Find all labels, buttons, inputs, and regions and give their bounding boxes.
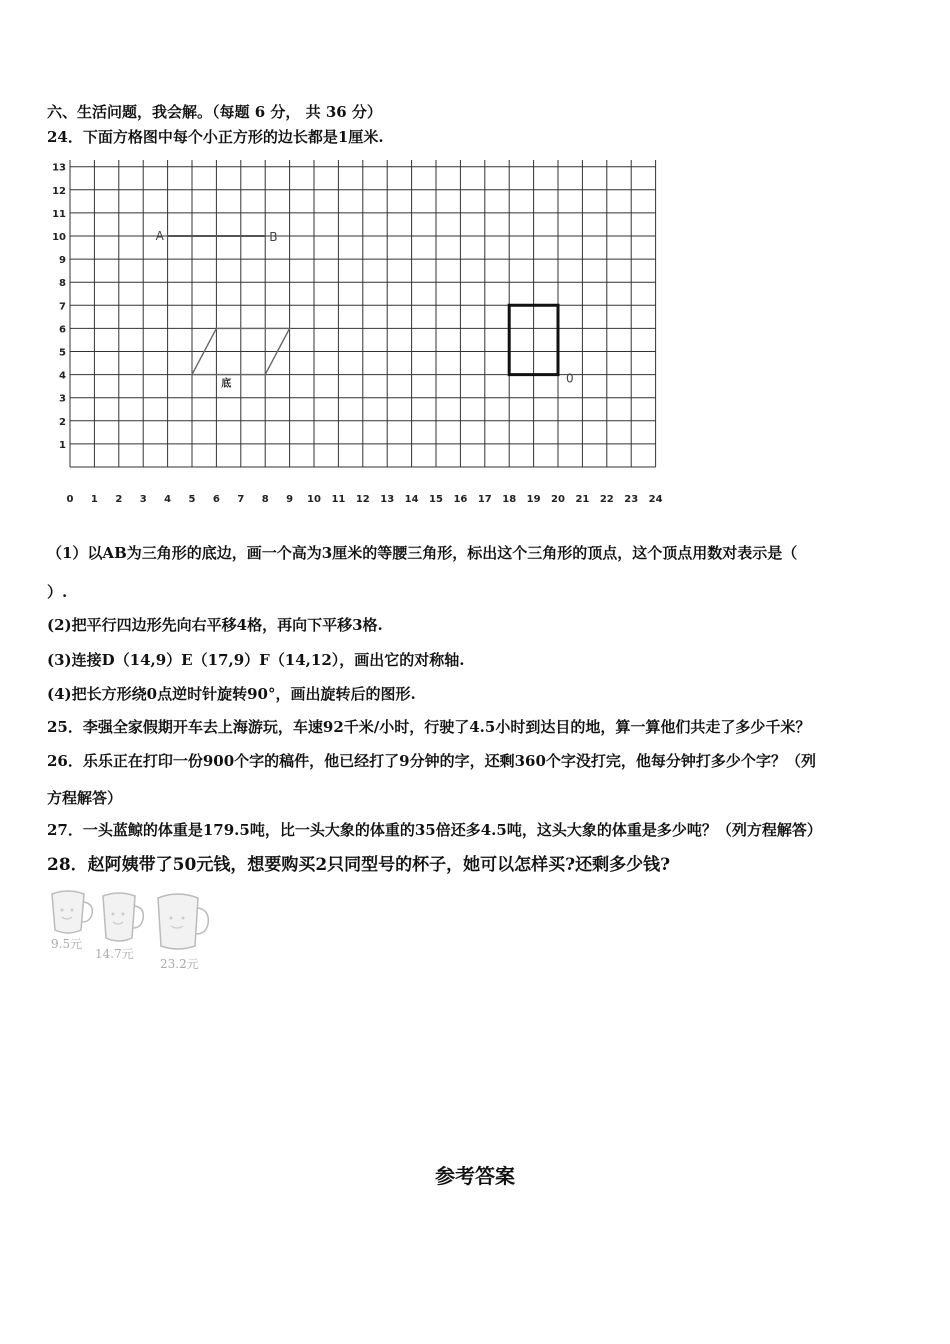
x-tick-label: 14 <box>404 494 419 505</box>
y-tick-label: 1 <box>59 439 66 451</box>
x-axis-tick-labels <box>67 494 663 505</box>
point-a-label: A <box>155 229 164 243</box>
x-tick-label: 21 <box>575 494 590 505</box>
base-label: 底 <box>221 378 232 390</box>
x-tick-label: 0 <box>66 494 74 505</box>
question-24-part-4: (4)把长方形绕0点逆时针旋转90°，画出旋转后的图形. <box>47 685 416 703</box>
x-tick-label: 19 <box>526 494 541 505</box>
cup-small <box>51 891 92 951</box>
x-tick-label: 10 <box>307 494 321 505</box>
y-tick-label: 3 <box>59 393 66 405</box>
x-tick-label: 4 <box>164 494 172 505</box>
x-tick-label: 15 <box>429 494 443 505</box>
cup-small-price: 9.5元 <box>51 937 83 951</box>
question-24-title: 24．下面方格图中每个小正方形的边长都是1厘米. <box>47 128 384 146</box>
x-tick-label: 9 <box>286 494 294 505</box>
y-tick-label: 10 <box>52 232 66 243</box>
point-b-label: B <box>269 230 278 244</box>
question-28: 28．赵阿姨带了50元钱，想要购买2只同型号的杯子，她可以怎样买?还剩多少钱? <box>47 855 671 875</box>
answers-title: 参考答案 <box>435 1164 515 1188</box>
section-heading: 六、生活问题，我会解。（每题 6 分， 共 36 分） <box>47 103 382 121</box>
x-tick-label: 3 <box>139 494 147 505</box>
question-24-part-1: （1）以AB为三角形的底边，画一个高为3厘米的等腰三角形，标出这个三角形的顶点，这个顶点用数对表示是（ <box>47 544 798 562</box>
question-24-part-3: (3)连接D（14,9）E（17,9）F（14,12），画出它的对称轴. <box>47 651 465 669</box>
cup-illustration <box>44 888 224 978</box>
x-tick-label: 22 <box>599 494 614 505</box>
y-tick-label: 13 <box>52 162 66 174</box>
question-27: 27．一头蓝鲸的体重是179.5吨，比一头大象的体重的35倍还多4.5吨，这头大象的体重是多少吨？（列方程解答） <box>47 821 822 839</box>
grid-lines <box>70 160 656 467</box>
question-26: 26．乐乐正在打印一份900个字的稿件，他已经打了9分钟的字，还剩360个字没打完，他每分钟打多少个字？（列 <box>47 752 816 770</box>
rotation-point-label: 0 <box>566 371 574 386</box>
y-tick-label: 2 <box>59 416 66 428</box>
cup-large-price: 23.2元 <box>160 957 199 971</box>
question-26-cont: 方程解答） <box>47 789 123 807</box>
x-tick-label: 1 <box>90 494 98 505</box>
y-tick-label: 11 <box>52 208 66 220</box>
y-tick-label: 8 <box>59 278 66 290</box>
question-25: 25．李强全家假期开车去上海游玩，车速92千米/小时，行驶了4.5小时到达目的地，算一算他们共走了多少千米？ <box>47 718 811 736</box>
x-tick-label: 11 <box>331 494 346 505</box>
x-tick-label: 16 <box>453 494 468 505</box>
question-24-part-1-cont: ）. <box>47 583 68 601</box>
x-tick-label: 18 <box>502 494 517 505</box>
x-tick-label: 5 <box>188 494 196 505</box>
y-tick-label: 12 <box>52 185 66 197</box>
x-tick-label: 8 <box>261 494 269 505</box>
y-tick-label: 6 <box>59 324 66 336</box>
x-tick-label: 2 <box>115 494 123 505</box>
coordinate-grid <box>40 160 670 510</box>
y-tick-label: 5 <box>59 347 66 359</box>
y-axis-tick-labels <box>52 160 66 451</box>
x-tick-label: 20 <box>551 494 565 505</box>
question-24-part-2: (2)把平行四边形先向右平移4格，再向下平移3格. <box>47 616 383 634</box>
cup-large <box>158 894 208 971</box>
x-tick-label: 6 <box>212 494 220 505</box>
y-tick-label: 7 <box>59 301 66 313</box>
x-tick-label: 12 <box>355 494 370 505</box>
y-tick-label: 9 <box>59 255 66 267</box>
cup-medium <box>95 893 143 961</box>
x-tick-label: 23 <box>624 494 639 505</box>
y-tick-label: 4 <box>59 370 66 382</box>
cup-medium-price: 14.7元 <box>95 947 134 961</box>
x-tick-label: 17 <box>477 494 492 505</box>
x-tick-label: 7 <box>237 494 245 505</box>
x-tick-label: 24 <box>648 494 663 505</box>
x-tick-label: 13 <box>380 494 395 505</box>
